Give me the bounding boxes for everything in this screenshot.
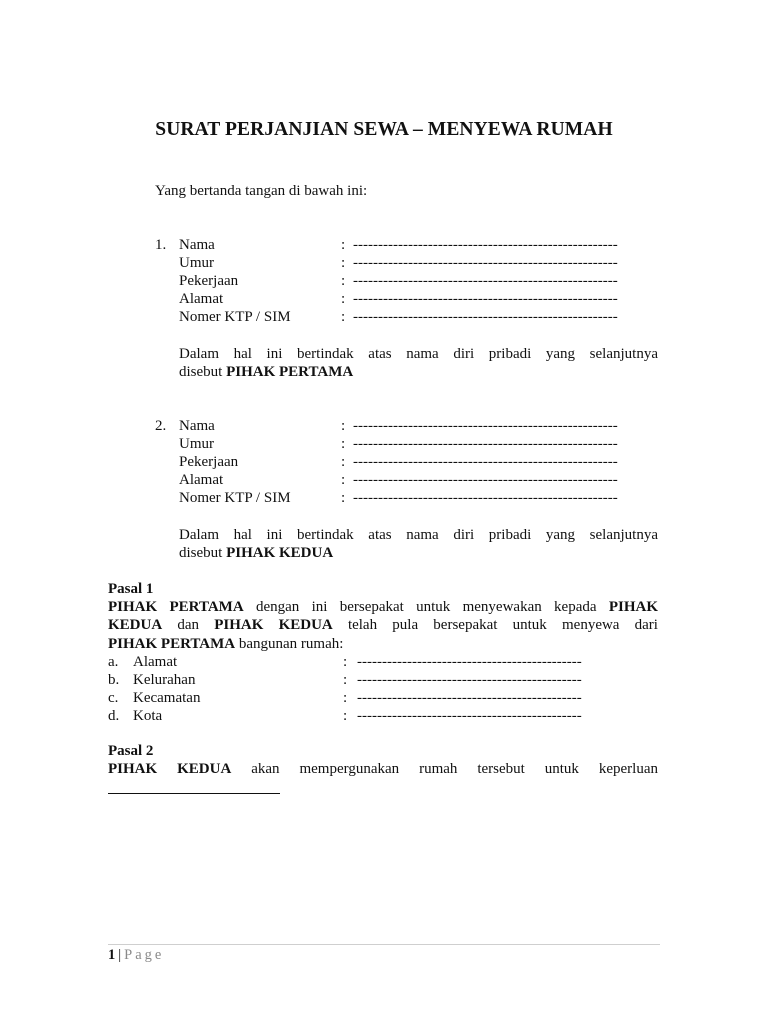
party-2-field-ktp	[179, 489, 618, 507]
bold-term: PIHAK KEDUA	[108, 761, 232, 778]
party-2-field-pekerjaan	[179, 453, 618, 471]
footer-separator: |	[118, 947, 122, 963]
bold-term: PIHAK	[608, 599, 658, 616]
item-colon: :	[343, 672, 348, 688]
party-2-field-alamat	[179, 471, 618, 489]
party-1-field-umur	[179, 254, 618, 272]
field-label: Nomer KTP / SIM	[179, 490, 291, 506]
field-blank: -----------------------------------------------------	[353, 309, 618, 325]
party-1-statement	[179, 345, 658, 381]
item-label: Kota	[133, 708, 163, 724]
item-blank: ---------------------------------------------	[357, 654, 582, 670]
purpose-blank-line	[108, 793, 280, 794]
field-colon: :	[341, 309, 346, 325]
field-label: Alamat	[179, 472, 224, 488]
field-colon: :	[341, 291, 346, 307]
field-blank: -----------------------------------------------------	[353, 436, 618, 452]
page-footer	[108, 946, 164, 964]
statement-prefix: disebut	[179, 364, 227, 381]
party-1-field-alamat	[179, 290, 618, 308]
field-blank: -----------------------------------------------------	[353, 490, 618, 506]
bold-term: PIHAK PERTAMA	[108, 599, 244, 616]
field-colon: :	[341, 255, 346, 271]
party-2-field-nama	[179, 417, 618, 435]
field-blank: -----------------------------------------------------	[353, 273, 618, 289]
field-colon: :	[341, 273, 346, 289]
pasal-2-section	[108, 742, 658, 778]
body-text: telah pula bersepakat untuk menyewa dari	[332, 617, 658, 634]
field-colon: :	[341, 436, 346, 452]
item-letter: d.	[108, 708, 120, 724]
page-label: Page	[124, 947, 165, 963]
page-number: 1	[108, 947, 116, 963]
item-colon: :	[343, 708, 348, 724]
field-colon: :	[341, 418, 346, 434]
field-colon: :	[341, 472, 346, 488]
field-blank: -----------------------------------------------------	[353, 237, 618, 253]
address-item-alamat	[108, 653, 582, 671]
address-item-kelurahan	[108, 671, 582, 689]
statement-line: Dalam hal ini bertindak atas nama diri pribadi yang selanjutnya	[179, 527, 658, 543]
field-colon: :	[341, 490, 346, 506]
field-label: Pekerjaan	[179, 454, 239, 470]
item-label: Alamat	[133, 654, 178, 670]
statement-prefix: disebut	[179, 545, 227, 562]
bold-term: KEDUA	[108, 617, 163, 634]
address-item-kota	[108, 707, 582, 725]
field-label: Nama	[179, 418, 215, 434]
pasal-1-line	[108, 616, 658, 634]
statement-line: Dalam hal ini bertindak atas nama diri pribadi yang selanjutnya	[179, 346, 658, 362]
party-1-field-ktp	[179, 308, 618, 326]
item-letter: b.	[108, 672, 120, 688]
field-blank: -----------------------------------------------------	[353, 454, 618, 470]
item-colon: :	[343, 690, 348, 706]
pasal-1-heading: Pasal 1	[108, 581, 154, 597]
item-letter: c.	[108, 690, 119, 706]
document-title: SURAT PERJANJIAN SEWA – MENYEWA RUMAH	[155, 119, 613, 140]
item-label: Kelurahan	[133, 672, 196, 688]
body-text: bangunan rumah:	[235, 635, 344, 652]
intro-text: Yang bertanda tangan di bawah ini:	[155, 183, 368, 199]
bold-term: PIHAK PERTAMA	[108, 635, 236, 652]
body-text: dan	[162, 617, 215, 634]
field-label: Nama	[179, 237, 215, 253]
party-1-role: PIHAK PERTAMA	[226, 364, 354, 381]
item-letter: a.	[108, 654, 119, 670]
pasal-1-line	[108, 635, 658, 653]
item-blank: ---------------------------------------------	[357, 708, 582, 724]
field-label: Alamat	[179, 291, 224, 307]
field-blank: -----------------------------------------------------	[353, 472, 618, 488]
field-colon: :	[341, 237, 346, 253]
party-1-number: 1.	[155, 237, 167, 253]
field-label: Nomer KTP / SIM	[179, 309, 291, 325]
party-2-role: PIHAK KEDUA	[226, 545, 334, 562]
party-2-statement	[179, 526, 658, 562]
pasal-1-section	[108, 580, 658, 653]
item-colon: :	[343, 654, 348, 670]
pasal-2-line	[108, 760, 658, 778]
item-blank: ---------------------------------------------	[357, 672, 582, 688]
body-text: akan mempergunakan rumah tersebut untuk keperluan	[231, 761, 658, 778]
pasal-2-heading: Pasal 2	[108, 743, 154, 759]
item-blank: ---------------------------------------------	[357, 690, 582, 706]
party-2-number: 2.	[155, 418, 167, 434]
field-blank: -----------------------------------------------------	[353, 255, 618, 271]
party-1-field-pekerjaan	[179, 272, 618, 290]
field-label: Umur	[179, 255, 214, 271]
address-item-kecamatan	[108, 689, 582, 707]
field-colon: :	[341, 454, 346, 470]
bold-term: PIHAK KEDUA	[214, 617, 333, 634]
body-text: dengan ini bersepakat untuk menyewakan kepada	[243, 599, 609, 616]
field-label: Pekerjaan	[179, 273, 239, 289]
field-label: Umur	[179, 436, 214, 452]
field-blank: -----------------------------------------------------	[353, 291, 618, 307]
party-1-field-nama	[179, 236, 618, 254]
footer-divider	[108, 944, 660, 945]
pasal-1-line	[108, 598, 658, 616]
field-blank: -----------------------------------------------------	[353, 418, 618, 434]
item-label: Kecamatan	[133, 690, 201, 706]
party-2-field-umur	[179, 435, 618, 453]
